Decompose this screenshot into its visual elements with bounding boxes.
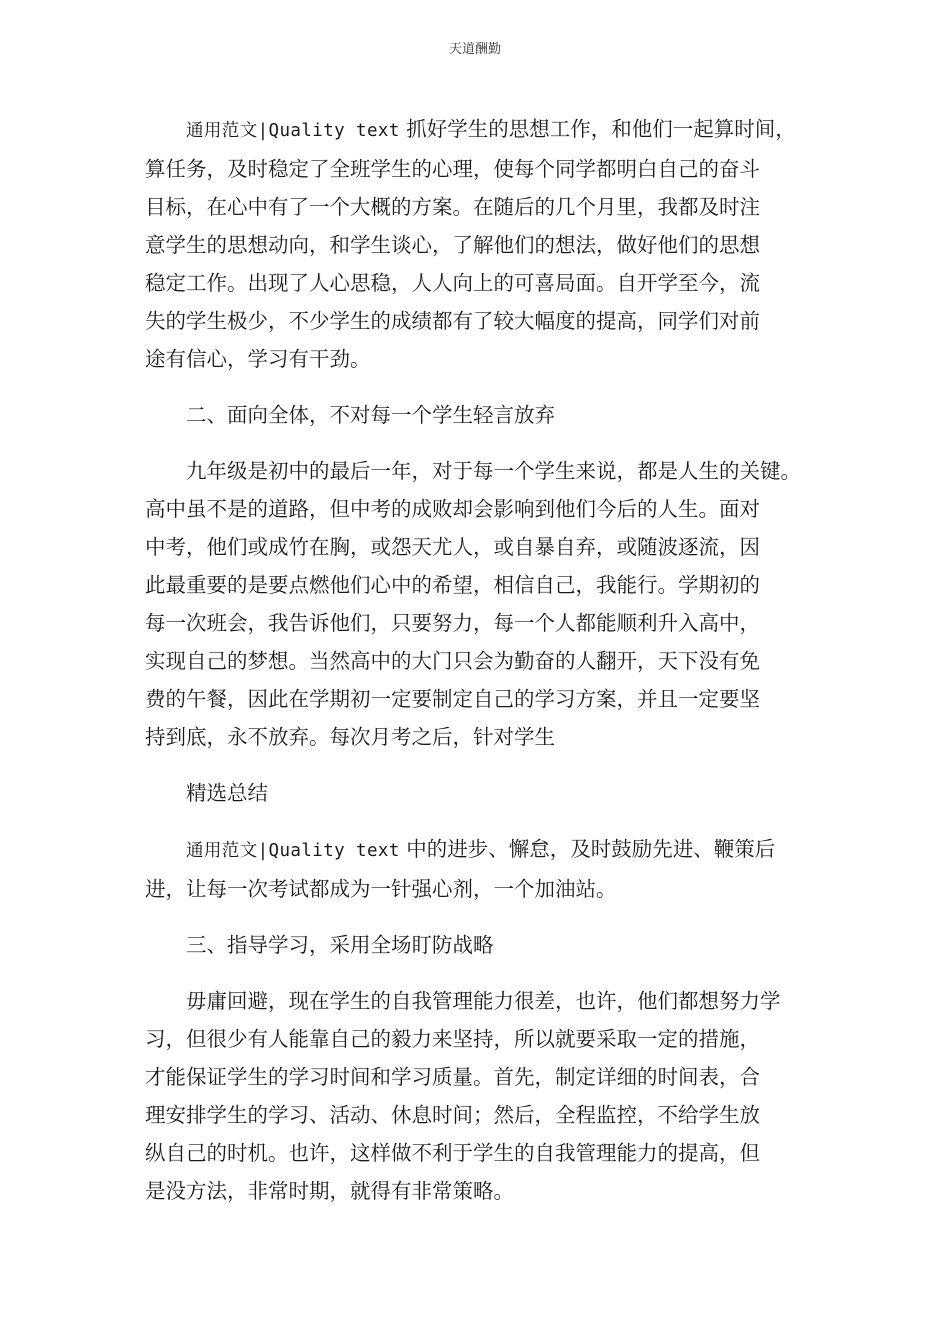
paragraph-line: 费的午餐，因此在学期初一定要制定自己的学习方案，并且一定要坚 bbox=[145, 687, 760, 711]
paragraph-line: 意学生的思想动向，和学生谈心，了解他们的想法，做好他们的思想 bbox=[145, 233, 760, 257]
paragraph-line: 毋庸回避，现在学生的自我管理能力很差，也许，他们都想努力学 bbox=[186, 989, 781, 1013]
paragraph-line: 稳定工作。出现了人心思稳，人人向上的可喜局面。自开学至今，流 bbox=[145, 271, 760, 295]
paragraph-line: 高中虽不是的道路，但中考的成败却会影响到他们今后的人生。面对 bbox=[145, 497, 760, 521]
section-heading-3: 三、指导学习，采用全场盯防战略 bbox=[186, 933, 494, 957]
section-heading-2: 二、面向全体，不对每一个学生轻言放弃 bbox=[186, 403, 555, 427]
paragraph-2 bbox=[145, 452, 815, 756]
paragraph-line: 失的学生极少，不少学生的成绩都有了较大幅度的提高，同学们对前 bbox=[145, 309, 760, 333]
paragraph-4 bbox=[145, 982, 815, 1210]
paragraph-line: 每一次班会，我告诉他们，只要努力，每一个人都能顺利升入高中， bbox=[145, 611, 760, 635]
paragraph-line: 通用范文|Quality text 抓好学生的思想工作，和他们一起算时间， bbox=[186, 117, 796, 141]
paragraph-line: 习，但很少有人能靠自己的毅力来坚持，所以就要采取一定的措施， bbox=[145, 1027, 760, 1051]
paragraph-1 bbox=[145, 110, 815, 378]
paragraph-line: 中考，他们或成竹在胸，或怨天尤人，或自暴自弃，或随波逐流，因 bbox=[145, 535, 760, 559]
paragraph-line: 此最重要的是要点燃他们心中的希望，相信自己，我能行。学期初的 bbox=[145, 573, 760, 597]
quality-label: 通用范文|Quality text bbox=[186, 841, 400, 861]
paragraph-line: 才能保证学生的学习时间和学习质量。首先，制定详细的时间表，合 bbox=[145, 1065, 760, 1089]
paragraph-line: 目标，在心中有了一个大概的方案。在随后的几个月里，我都及时注 bbox=[145, 195, 760, 219]
page-header: 天道酬勤 bbox=[448, 42, 501, 57]
quality-label: 通用范文|Quality text bbox=[186, 121, 400, 141]
paragraph-line: 九年级是初中的最后一年，对于每一个学生来说，都是人生的关键。 bbox=[186, 459, 801, 483]
paragraph-line: 持到底，永不放弃。每次月考之后，针对学生 bbox=[145, 725, 555, 749]
paragraph-line: 理安排学生的学习、活动、休息时间；然后，全程监控，不给学生放 bbox=[145, 1103, 760, 1127]
paragraph-line: 是没方法，非常时期，就得有非常策略。 bbox=[145, 1179, 514, 1203]
paragraph-line: 实现自己的梦想。当然高中的大门只会为勤奋的人翻开，天下没有免 bbox=[145, 649, 760, 673]
section-heading-summary: 精选总结 bbox=[186, 781, 268, 805]
document-body bbox=[145, 110, 815, 1210]
paragraph-line: 通用范文|Quality text 中的进步、懈怠，及时鼓励先进、鞭策后 bbox=[186, 837, 776, 861]
paragraph-line: 算任务，及时稳定了全班学生的心理，使每个同学都明白自己的奋斗 bbox=[145, 157, 760, 181]
paragraph-line: 进，让每一次考试都成为一针强心剂，一个加油站。 bbox=[145, 877, 617, 901]
paragraph-line: 途有信心，学习有干劲。 bbox=[145, 347, 371, 371]
paragraph-3 bbox=[145, 830, 815, 908]
paragraph-line: 纵自己的时机。也许，这样做不利于学生的自我管理能力的提高，但 bbox=[145, 1141, 760, 1165]
